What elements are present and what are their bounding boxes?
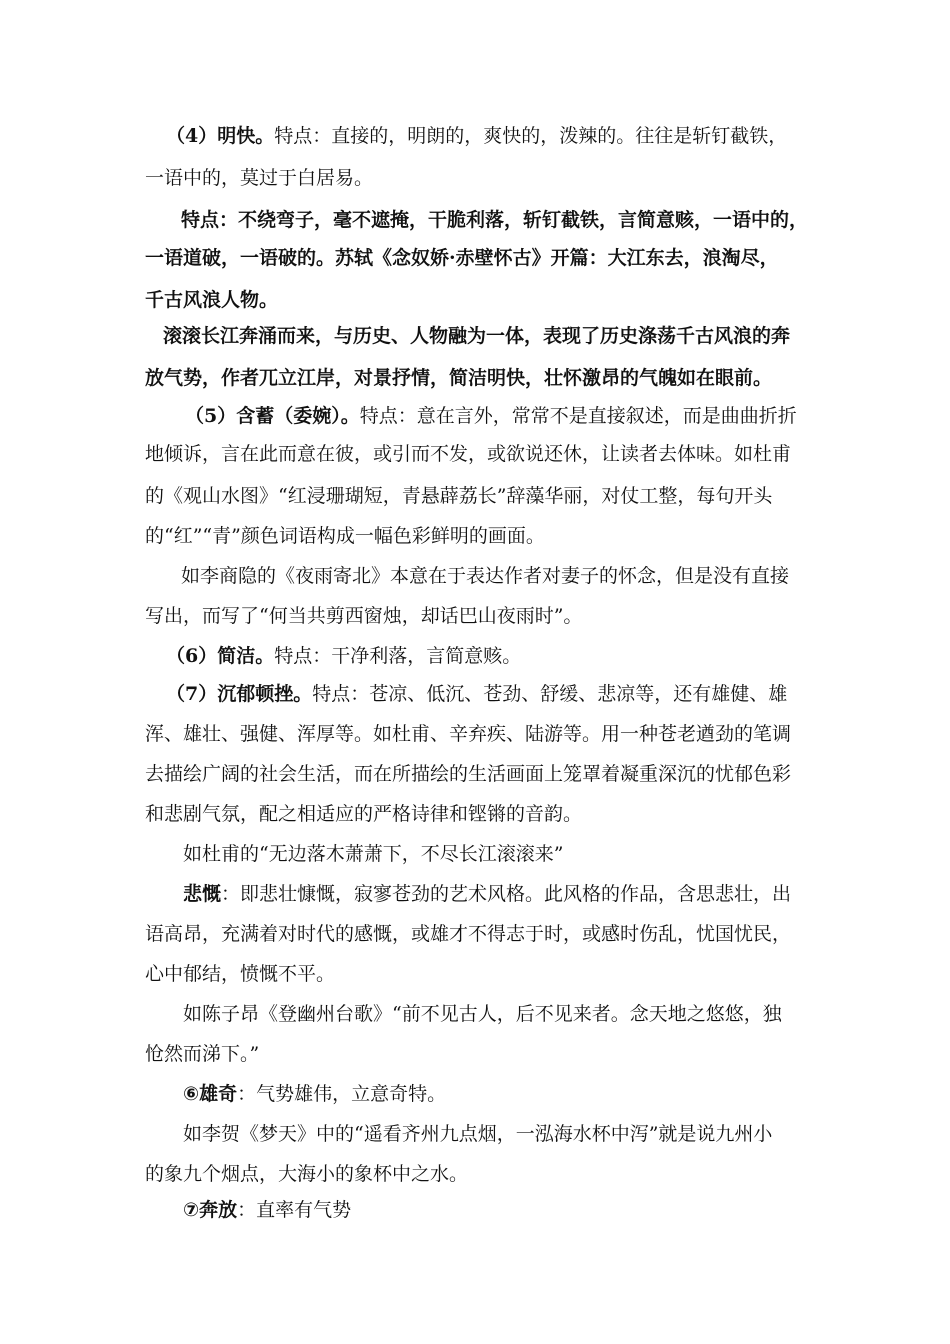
body-text: ：气势雄伟，立意奇特。 (237, 1083, 447, 1105)
section-heading-jianjie: （6）简洁。 (166, 645, 275, 667)
paragraph-chenyu-line-1 (166, 680, 787, 708)
body-text-line: 心中郁结，愤慨不平。 (145, 963, 336, 985)
paragraph-beikai-line-1 (183, 880, 791, 908)
circled-number-7: ⑦ (183, 1199, 200, 1221)
body-text-line: 去描绘广阔的社会生活，而在所描绘的生活画面上笼罩着凝重深沉的忧郁色彩 (145, 763, 792, 785)
body-text-line: 的“红”“青”颜色词语构成一幅色彩鲜明的画面。 (145, 525, 545, 547)
paragraph-jianjie (166, 642, 521, 670)
section-heading-beikai: 悲慨 (183, 883, 222, 905)
section-heading-mingkuai: （4）明快。 (166, 125, 275, 147)
body-text: 特点：苍凉、低沉、苍劲、舒缓、悲凉等，还有雄健、雄 (312, 683, 788, 705)
body-text-line: 怆然而涕下。” (145, 1043, 260, 1065)
body-text: 特点：干净利落，言简意赅。 (274, 645, 522, 667)
circled-number-6: ⑥ (183, 1083, 200, 1105)
section-heading-xiongqi: 雄奇 (199, 1083, 238, 1105)
body-text-line: 如陈子昂《登幽州台歌》“前不见古人，后不见来者。念天地之悠悠，独 (183, 1003, 782, 1025)
body-text-line: 和悲剧气氛，配之相适应的严格诗律和铿锵的音韵。 (145, 803, 583, 825)
body-text-line: 的《观山水图》“红浸珊瑚短，青悬薜荔长”辞藻华丽，对仗工整，每句开头 (145, 485, 773, 507)
bold-text-line: 滚滚长江奔涌而来，与历史、人物融为一体，表现了历史涤荡千古风浪的奔 (163, 325, 791, 347)
paragraph-hanxu-line-1 (185, 402, 797, 430)
body-text: 特点：直接的，明朗的，爽快的，泼辣的。往往是斩钉截铁， (274, 125, 788, 147)
body-text-line: 如李商隐的《夜雨寄北》本意在于表达作者对妻子的怀念，但是没有直接 (181, 565, 790, 587)
paragraph-mingkuai-line-1 (166, 122, 787, 150)
body-text-line: 的象九个烟点，大海小的象杯中之水。 (145, 1163, 469, 1185)
body-text-line: 如李贺《梦天》中的“遥看齐州九点烟，一泓海水杯中泻”就是说九州小 (183, 1123, 773, 1145)
bold-text-line: 特点：不绕弯子，毫不遮掩，干脆利落，斩钉截铁，言简意赅，一语中的， (181, 209, 809, 231)
section-heading-benfang: 奔放 (199, 1199, 238, 1221)
body-text: 特点：意在言外，常常不是直接叙述，而是曲曲折折 (359, 405, 797, 427)
body-text-line: 一语中的，莫过于白居易。 (145, 167, 374, 189)
body-text: ：即悲壮慷慨，寂寥苍劲的艺术风格。此风格的作品，含思悲壮，出 (221, 883, 792, 905)
section-heading-chenyu: （7）沉郁顿挫。 (166, 683, 313, 705)
body-text: ：直率有气势 (237, 1199, 352, 1221)
body-text-line: 语高昂，充满着对时代的感慨，或雄才不得志于时，或感时伤乱，忧国忧民， (145, 923, 792, 945)
bold-text-line: 放气势，作者兀立江岸，对景抒情，简洁明快，壮怀激昂的气魄如在眼前。 (145, 367, 773, 389)
body-text-line: 如杜甫的“无边落木萧萧下，不尽长江滚滚来” (183, 843, 564, 865)
body-text-line: 浑、雄壮、强健、浑厚等。如杜甫、辛弃疾、陆游等。用一种苍老遒劲的笔调 (145, 723, 792, 745)
body-text-line: 地倾诉，言在此而意在彼，或引而不发，或欲说还休，让读者去体味。如杜甫 (145, 443, 792, 465)
paragraph-benfang (183, 1196, 351, 1224)
body-text-line: 写出，而写了“何当共剪西窗烛，却话巴山夜雨时”。 (145, 605, 583, 627)
bold-text-line: 一语道破，一语破的。苏轼《念奴娇·赤壁怀古》开篇：大江东去，浪淘尽， (145, 247, 779, 269)
paragraph-xiongqi (183, 1080, 446, 1108)
bold-text-line: 千古风浪人物。 (145, 289, 279, 311)
section-heading-hanxu: （5）含蓄（委婉）。 (185, 405, 360, 427)
